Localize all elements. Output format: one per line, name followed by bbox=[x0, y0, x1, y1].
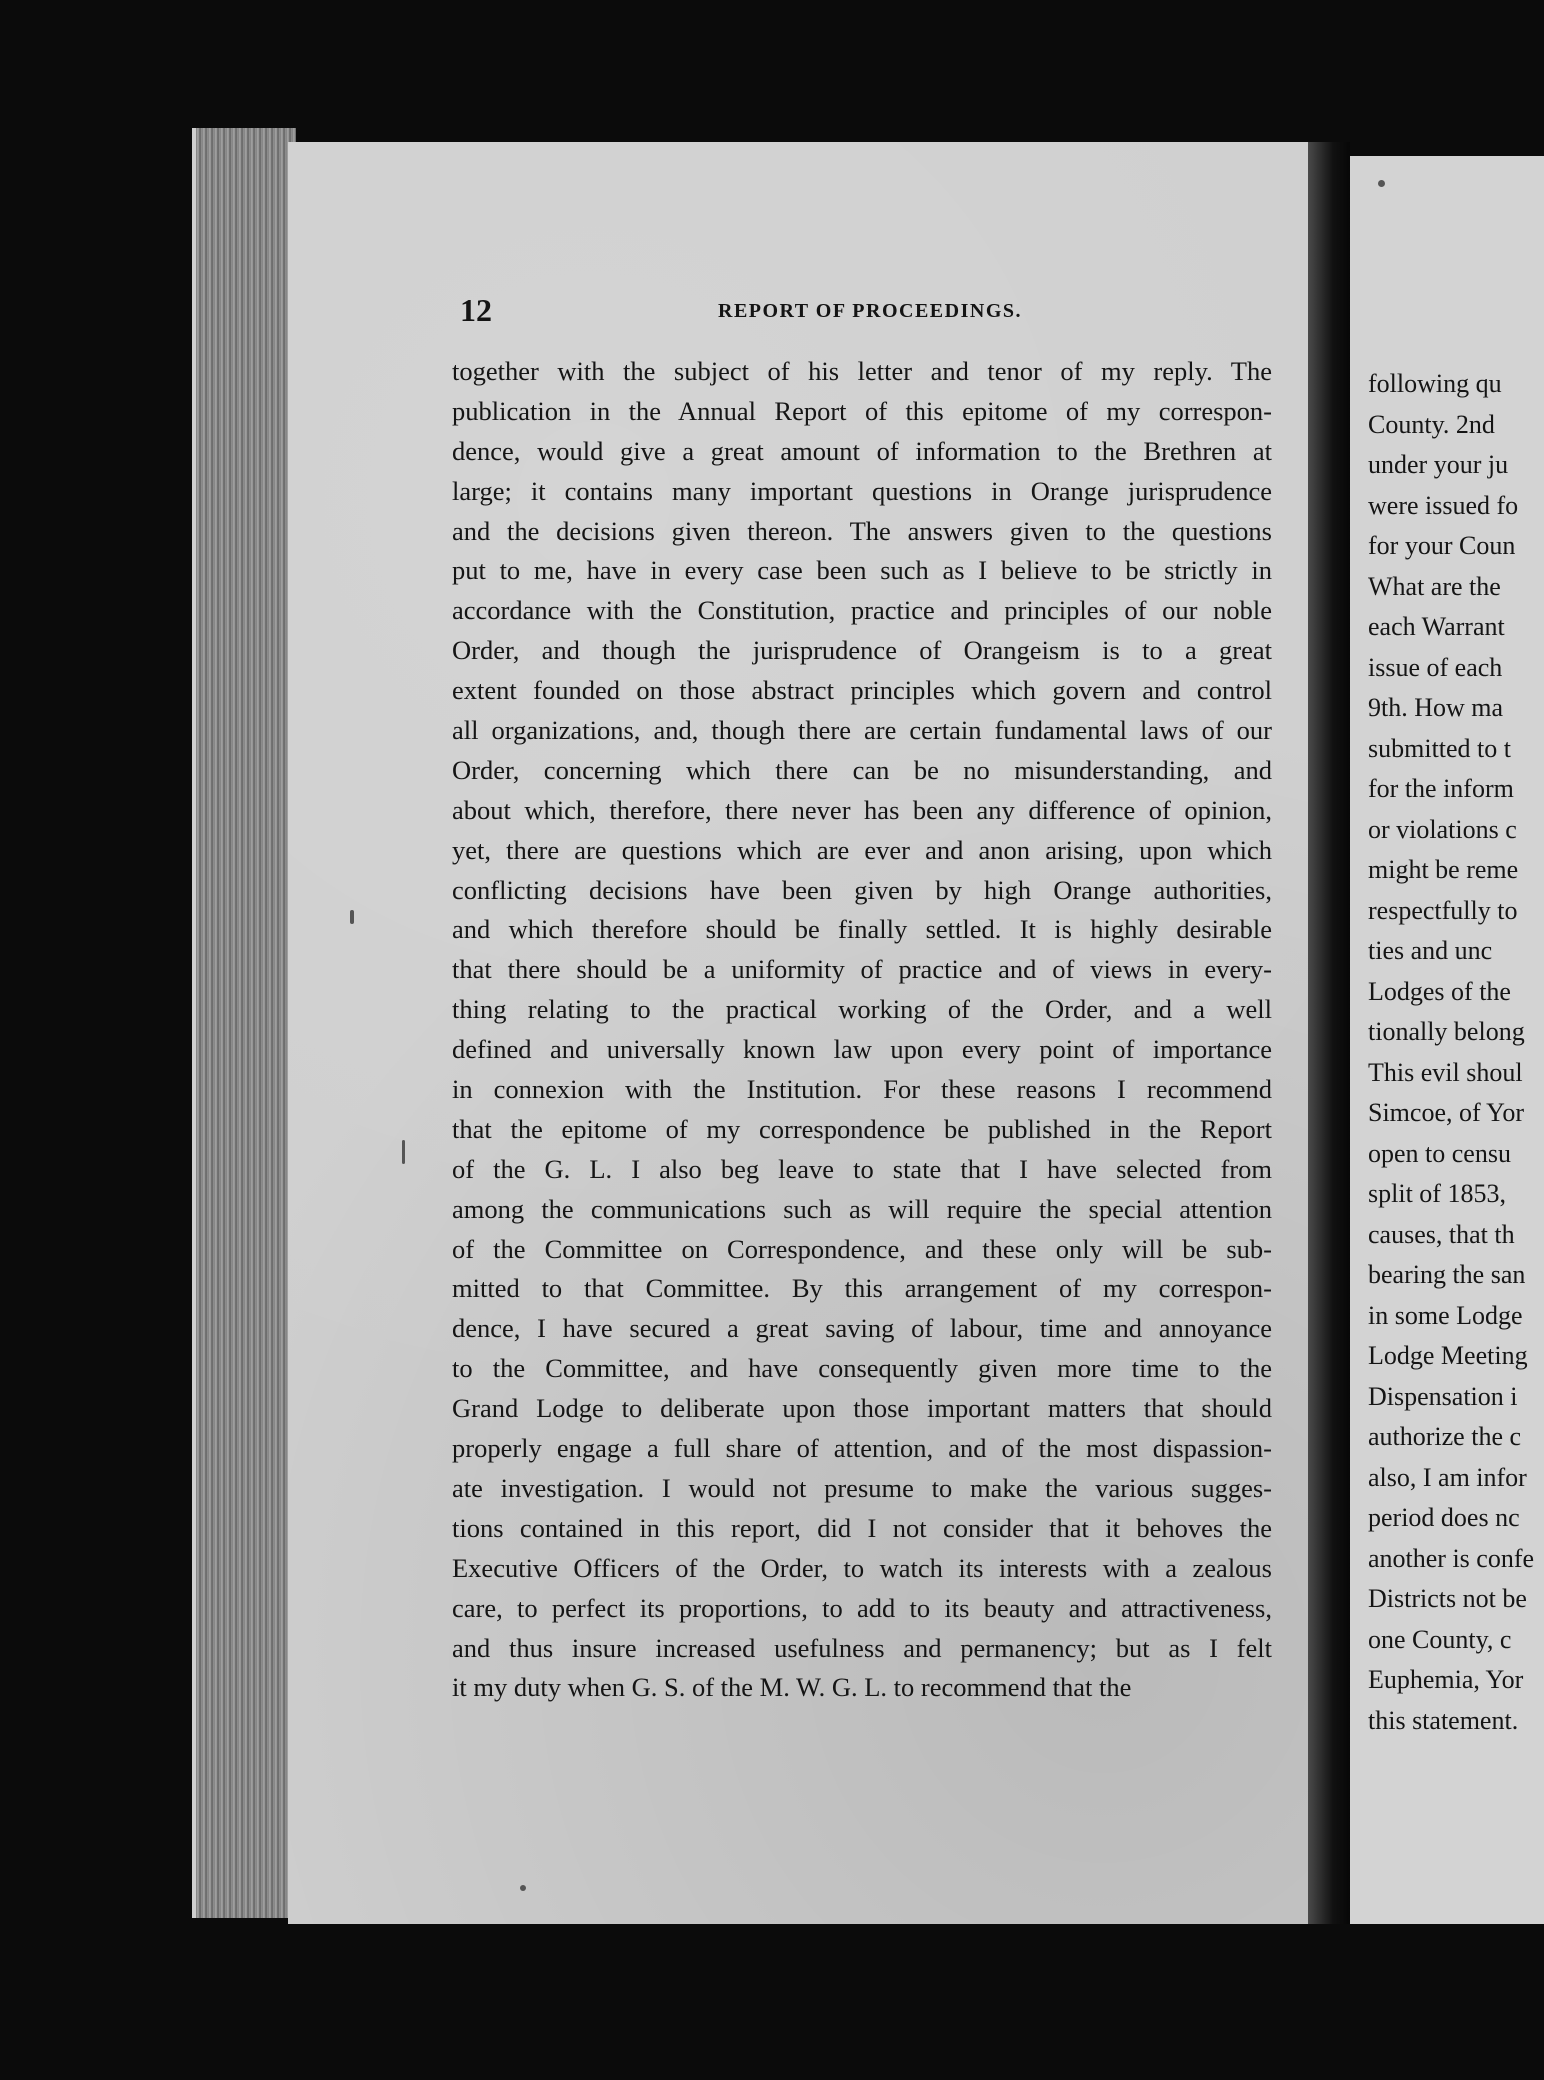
text-line: were issued fo bbox=[1368, 490, 1519, 520]
text-line: split of 1853, bbox=[1368, 1179, 1506, 1208]
text-line: submitted to t bbox=[1368, 733, 1511, 763]
text-line: open to censu bbox=[1368, 1138, 1511, 1168]
text-line: mitted to that Committee. By this arrangement of my correspon- bbox=[452, 1273, 1272, 1304]
scan-speck bbox=[350, 910, 354, 924]
text-line: Dispensation i bbox=[1368, 1381, 1518, 1411]
text-line: following qu bbox=[1368, 369, 1502, 398]
scan-speck bbox=[1378, 180, 1385, 187]
text-line: authorize the c bbox=[1368, 1422, 1522, 1451]
text-line: or violations c bbox=[1368, 814, 1517, 844]
text-line: of the Committee on Correspondence, and these only will be sub- bbox=[452, 1233, 1272, 1264]
text-line: Order, and though the jurisprudence of Orangeism is to a great bbox=[452, 635, 1272, 666]
text-line: bearing the san bbox=[1368, 1260, 1526, 1289]
text-line: conflicting decisions have been given by high Orange authorities, bbox=[452, 874, 1272, 905]
text-line: under your ju bbox=[1368, 450, 1509, 479]
text-line: tions contained in this report, did I not consider that it behoves the bbox=[452, 1512, 1272, 1543]
text-line: Simcoe, of Yor bbox=[1368, 1098, 1525, 1127]
text-line: to the Committee, and have consequently given more time to the bbox=[452, 1353, 1272, 1384]
text-line: that there should be a uniformity of practice and of views in every- bbox=[452, 954, 1272, 985]
text-line: extent founded on those abstract principles which govern and control bbox=[452, 675, 1272, 706]
text-line: 9th. How ma bbox=[1368, 693, 1504, 722]
text-line: tionally belong bbox=[1368, 1017, 1525, 1046]
text-line: Euphemia, Yor bbox=[1368, 1665, 1524, 1694]
book-page-edges bbox=[192, 128, 296, 1918]
text-line: Lodges of the bbox=[1368, 976, 1511, 1006]
text-line: Grand Lodge to deliberate upon those important matters that should bbox=[452, 1393, 1272, 1424]
text-line: large; it contains many important questions in Orange jurisprudence bbox=[452, 475, 1272, 506]
text-line: and which therefore should be finally settled. It is highly desirable bbox=[452, 914, 1272, 945]
text-line: put to me, have in every case been such as I believe to be strictly in bbox=[452, 555, 1272, 586]
text-line: among the communications such as will require the special attention bbox=[452, 1193, 1272, 1224]
text-line: respectfully to bbox=[1368, 895, 1518, 925]
text-line: ties and unc bbox=[1368, 936, 1493, 965]
text-line: for your Coun bbox=[1368, 531, 1516, 560]
text-line: properly engage a full share of attention, and of the most dispassion- bbox=[452, 1433, 1272, 1464]
text-line: of the G. L. I also beg leave to state that I have selected from bbox=[452, 1153, 1272, 1184]
text-line: period does nc bbox=[1368, 1503, 1520, 1532]
book-gutter bbox=[1308, 142, 1350, 1924]
running-head: REPORT OF PROCEEDINGS. bbox=[718, 300, 1022, 322]
text-line: might be reme bbox=[1368, 855, 1519, 884]
text-line: publication in the Annual Report of this epitome of my correspon- bbox=[452, 395, 1272, 426]
text-line: this statement. bbox=[1368, 1705, 1519, 1735]
text-line: care, to perfect its proportions, to add to its beauty and attractiveness, bbox=[452, 1592, 1272, 1623]
text-line: What are the bbox=[1368, 571, 1501, 601]
text-line: about which, therefore, there never has been any difference of opinion, bbox=[452, 794, 1272, 825]
page-number: 12 bbox=[460, 292, 492, 328]
right-page-text bbox=[1368, 364, 1544, 1741]
text-line: it my duty when G. S. of the M. W. G. L. to recommend that the bbox=[452, 1672, 1132, 1703]
text-line: in connexion with the Institution. For these reasons I recommend bbox=[452, 1074, 1272, 1105]
text-line: for the inform bbox=[1368, 774, 1514, 803]
text-line: each Warrant bbox=[1368, 612, 1505, 641]
text-line: defined and universally known law upon every point of importance bbox=[452, 1034, 1272, 1065]
text-line: that the epitome of my correspondence be published in the Report bbox=[452, 1113, 1272, 1144]
right-page bbox=[1350, 156, 1544, 1924]
text-line: ate investigation. I would not presume to make the various sugges- bbox=[452, 1472, 1272, 1503]
text-line: yet, there are questions which are ever and anon arising, upon which bbox=[452, 834, 1272, 865]
text-line: Order, concerning which there can be no misunderstanding, and bbox=[452, 754, 1272, 785]
text-line: in some Lodge bbox=[1368, 1300, 1523, 1330]
text-line: Executive Officers of the Order, to watch its interests with a zealous bbox=[452, 1552, 1272, 1583]
text-line: another is confe bbox=[1368, 1543, 1535, 1573]
text-line: Lodge Meeting bbox=[1368, 1341, 1528, 1370]
text-line: accordance with the Constitution, practice and principles of our noble bbox=[452, 595, 1272, 626]
text-line: causes, that th bbox=[1368, 1219, 1515, 1249]
text-line: Districts not be bbox=[1368, 1584, 1527, 1613]
text-line: and the decisions given thereon. The answers given to the questions bbox=[452, 515, 1272, 546]
text-line: thing relating to the practical working of the Order, and a well bbox=[452, 994, 1272, 1025]
text-line: issue of each bbox=[1368, 652, 1503, 682]
text-line: and thus insure increased usefulness and permanency; but as I felt bbox=[452, 1632, 1272, 1663]
text-line: one County, c bbox=[1368, 1624, 1512, 1654]
text-line: County. 2nd bbox=[1368, 409, 1495, 439]
text-line: together with the subject of his letter and tenor of my reply. The bbox=[452, 356, 1272, 386]
text-line: dence, I have secured a great saving of labour, time and annoyance bbox=[452, 1313, 1272, 1344]
text-line: all organizations, and, though there are certain fundamental laws of our bbox=[452, 715, 1272, 746]
text-line: This evil shoul bbox=[1368, 1057, 1523, 1087]
left-page-body-text bbox=[452, 352, 1272, 1708]
scan-speck bbox=[520, 1885, 526, 1891]
scan-speck bbox=[402, 1140, 405, 1164]
text-line: dence, would give a great amount of information to the Brethren at bbox=[452, 435, 1272, 466]
text-line: also, I am infor bbox=[1368, 1462, 1527, 1492]
